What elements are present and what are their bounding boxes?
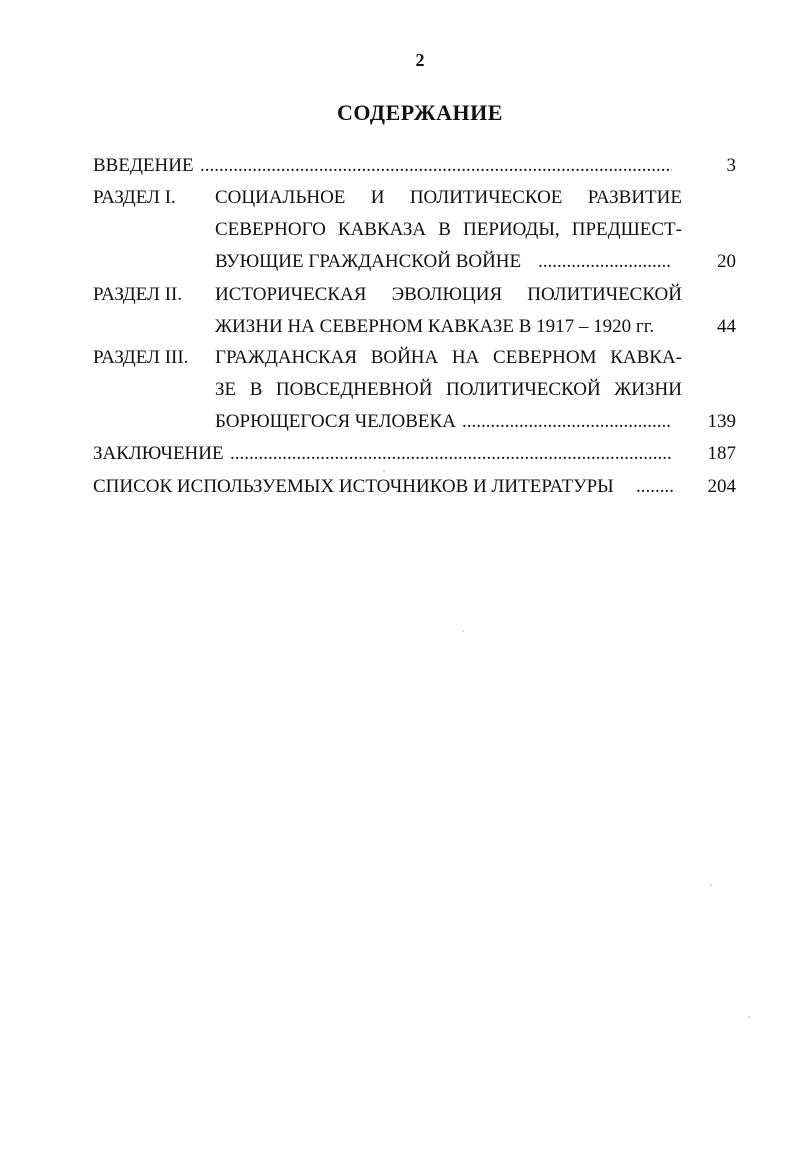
scan-speck <box>748 1016 750 1018</box>
toc-page-number: 44 <box>717 316 736 337</box>
section-title-line: СОЦИАЛЬНОЕ И ПОЛИТИЧЕСКОЕ РАЗВИТИЕ <box>215 187 682 208</box>
toc-page-number: 3 <box>726 155 736 176</box>
section-title-line: ЗЕ В ПОВСЕДНЕВНОЙ ПОЛИТИЧЕСКОЙ ЖИЗНИ <box>215 379 682 400</box>
leader-dots <box>538 250 672 274</box>
section-title-line: ЖИЗНИ НА СЕВЕРНОМ КАВКАЗЕ В 1917 – 1920 гг. <box>215 316 655 337</box>
scan-speck <box>710 884 712 886</box>
section-title-line: БОРЮЩЕГОСЯ ЧЕЛОВЕКА <box>215 411 456 432</box>
toc-page-number: 187 <box>707 443 736 464</box>
toc-entry-text: ВВЕДЕНИЕ <box>93 155 194 176</box>
section-title-line: ИСТОРИЧЕСКАЯ ЭВОЛЮЦИЯ ПОЛИТИЧЕСКОЙ <box>215 284 682 305</box>
page-number: 2 <box>415 50 425 70</box>
page-title: СОДЕРЖАНИЕ <box>337 100 503 125</box>
leader-dots <box>462 410 672 434</box>
toc-entry-text: СПИСОК ИСПОЛЬЗУЕМЫХ ИСТОЧНИКОВ И ЛИТЕРАТУРЫ <box>93 476 614 497</box>
toc-page-number: 20 <box>717 251 736 272</box>
leader-dots <box>200 154 672 178</box>
toc-entry-text: ЗАКЛЮЧЕНИЕ <box>93 443 224 464</box>
scan-speck <box>462 630 464 632</box>
section-title-line: ГРАЖДАНСКАЯ ВОЙНА НА СЕВЕРНОМ КАВКА- <box>215 347 682 368</box>
toc-page-number: 139 <box>707 411 736 432</box>
scan-speck <box>383 470 385 472</box>
section-label: РАЗДЕЛ I. <box>93 187 176 208</box>
leader-dots <box>636 475 674 499</box>
section-title-line: ВУЮЩИЕ ГРАЖДАНСКОЙ ВОЙНЕ <box>215 251 522 272</box>
section-label: РАЗДЕЛ III. <box>93 347 189 368</box>
section-title-line: СЕВЕРНОГО КАВКАЗА В ПЕРИОДЫ, ПРЕДШЕСТ- <box>215 219 682 240</box>
leader-dots <box>230 442 672 466</box>
section-label: РАЗДЕЛ II. <box>93 284 183 305</box>
toc-page-number: 204 <box>707 476 736 497</box>
